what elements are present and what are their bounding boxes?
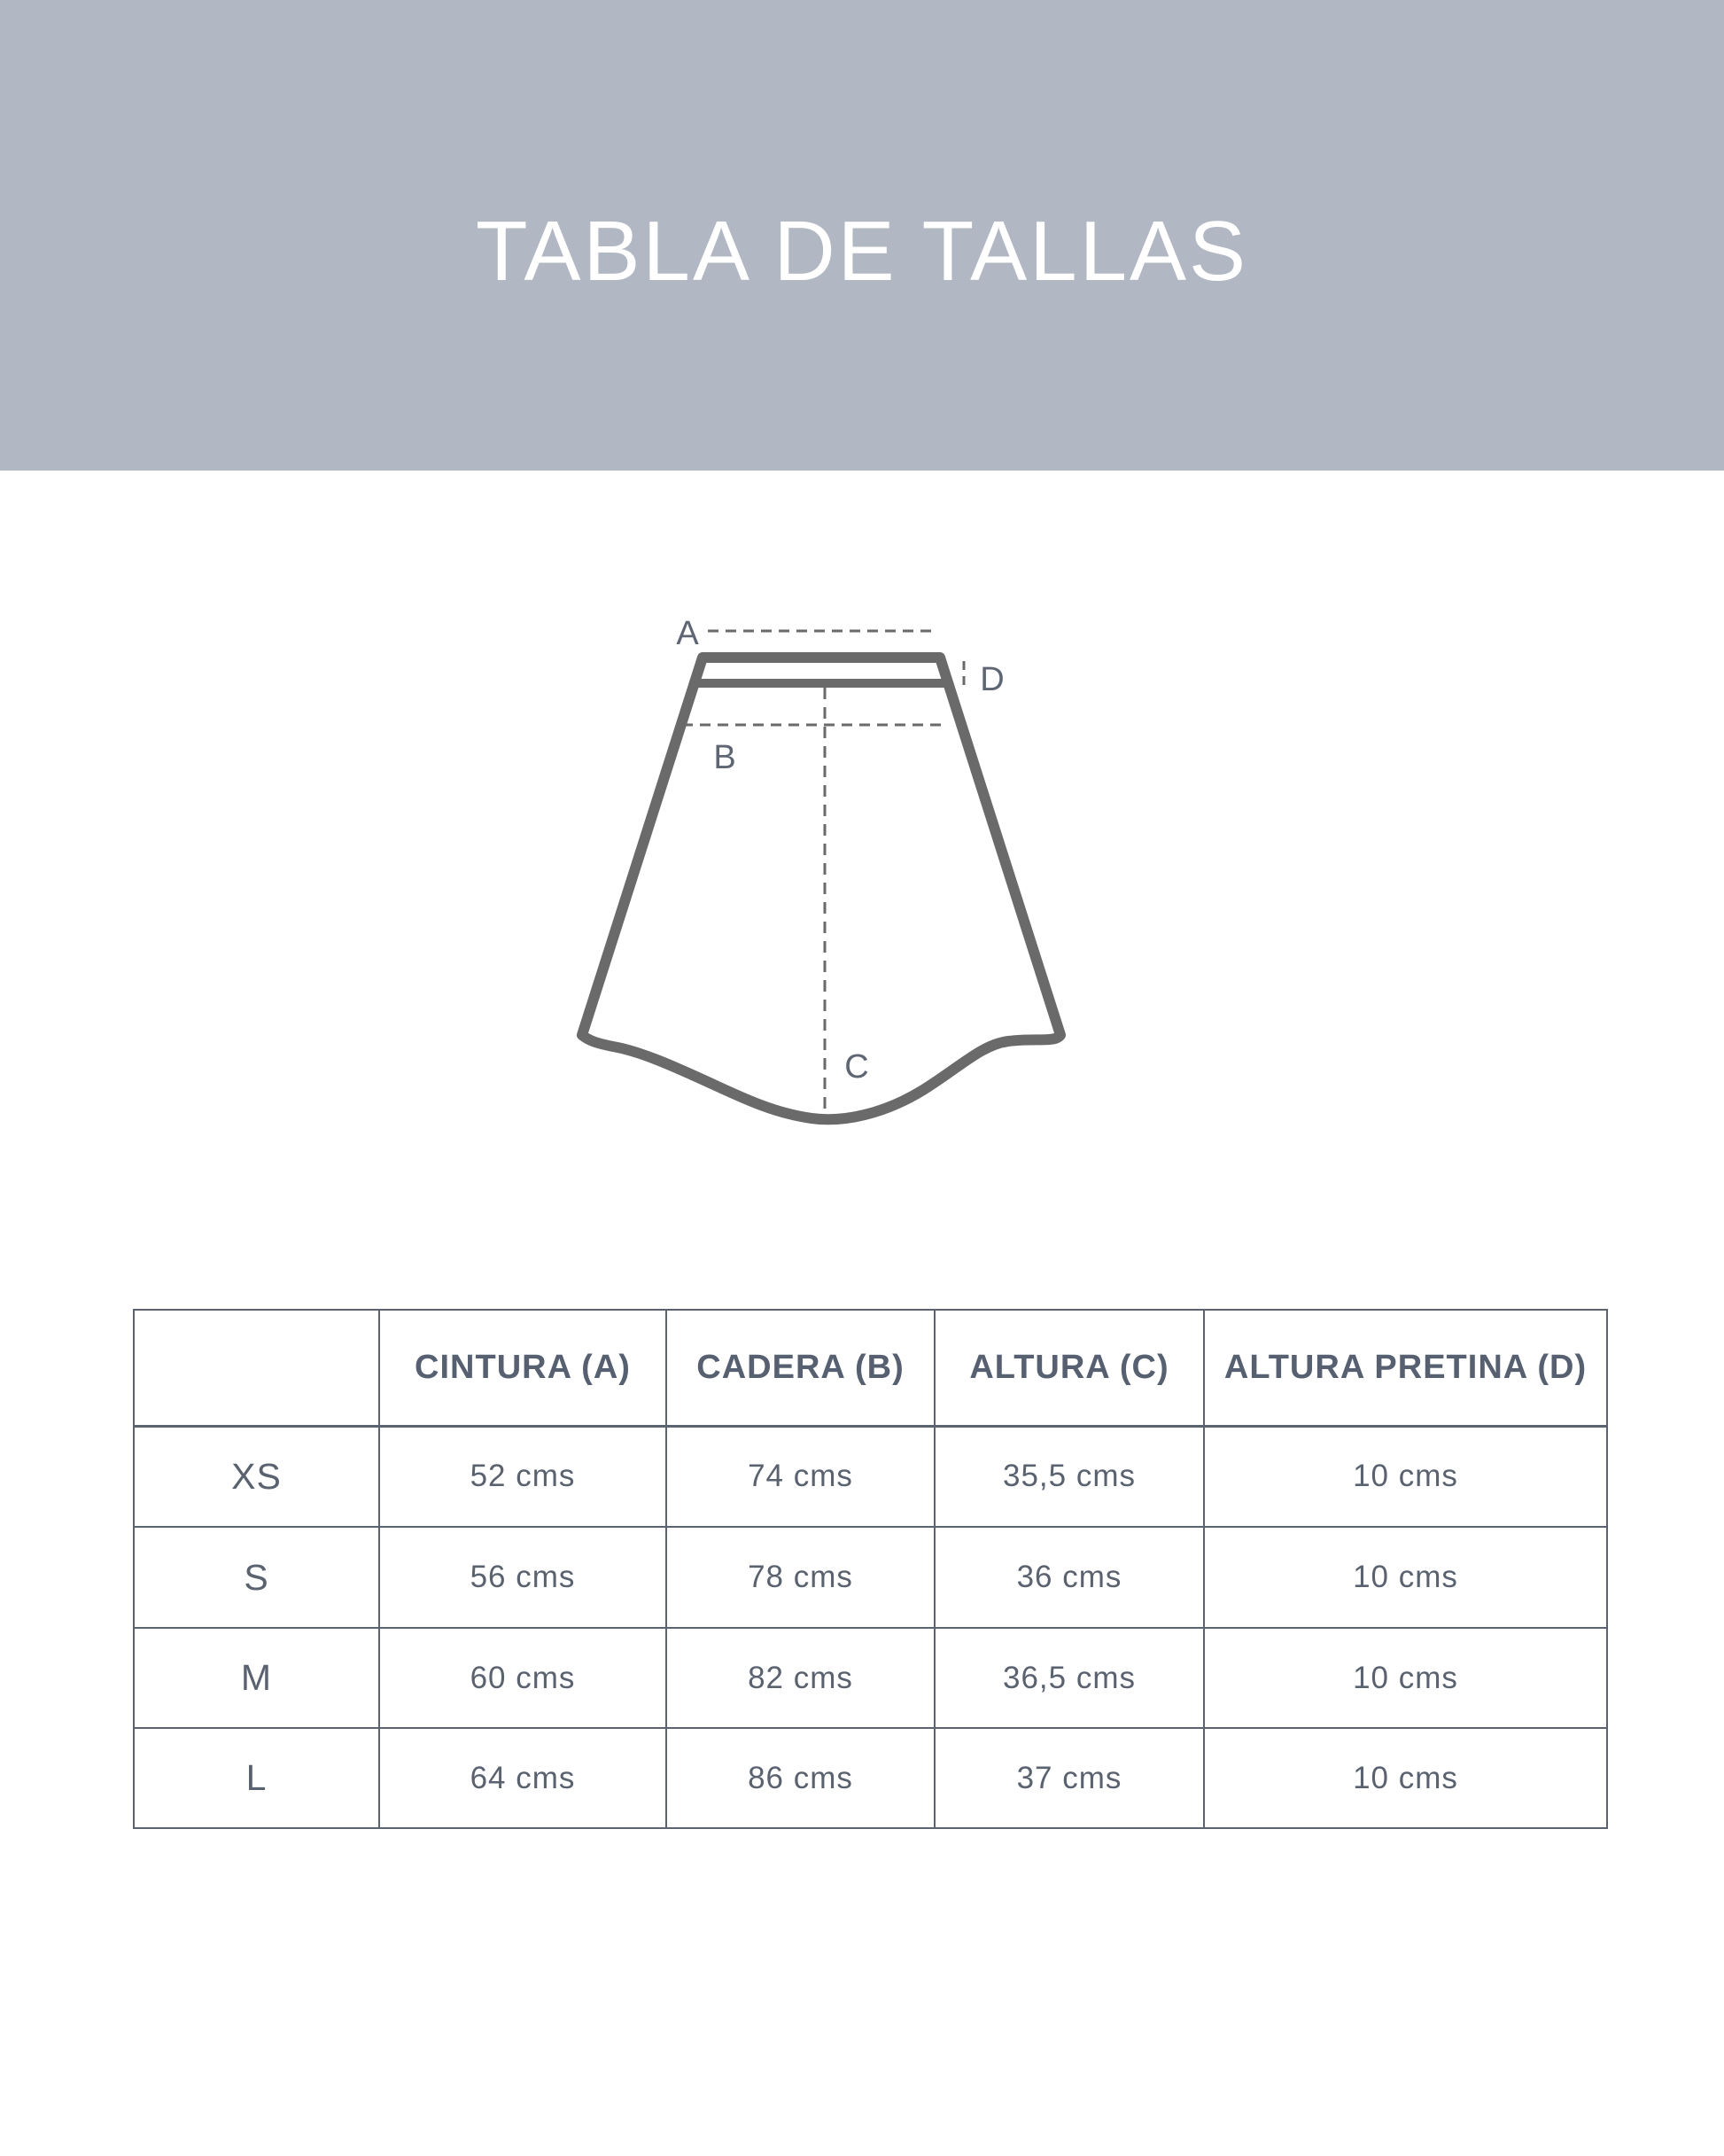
table-cell: 10 cms xyxy=(1204,1426,1607,1527)
skirt-outline xyxy=(582,658,1060,1119)
table-row-xs xyxy=(134,1426,1607,1527)
skirt-diagram-svg xyxy=(532,576,1152,1196)
table-cell: 10 cms xyxy=(1204,1728,1607,1828)
label-b-hip: B xyxy=(713,739,736,776)
table-cell: 64 cms xyxy=(379,1728,666,1828)
size-label: L xyxy=(134,1728,379,1828)
page-title: TABLA DE TALLAS xyxy=(475,203,1249,299)
header-altura-pretina: ALTURA PRETINA (D) xyxy=(1204,1310,1607,1426)
header-cintura: CINTURA (A) xyxy=(379,1310,666,1426)
table-row-m xyxy=(134,1628,1607,1728)
table-cell: 82 cms xyxy=(666,1628,935,1728)
header-empty xyxy=(134,1310,379,1426)
table-cell: 74 cms xyxy=(666,1426,935,1527)
skirt-diagram xyxy=(532,576,1152,1196)
table-cell: 36 cms xyxy=(935,1527,1204,1628)
table-cell: 52 cms xyxy=(379,1426,666,1527)
table-row-s xyxy=(134,1527,1607,1628)
table-cell: 10 cms xyxy=(1204,1527,1607,1628)
table-row-l xyxy=(134,1728,1607,1828)
table-cell: 37 cms xyxy=(935,1728,1204,1828)
size-table xyxy=(133,1309,1608,1829)
table-cell: 35,5 cms xyxy=(935,1426,1204,1527)
header-cadera: CADERA (B) xyxy=(666,1310,935,1426)
table-cell: 78 cms xyxy=(666,1527,935,1628)
size-label: XS xyxy=(134,1426,379,1527)
table-cell: 86 cms xyxy=(666,1728,935,1828)
table-header-row xyxy=(134,1310,1607,1426)
size-label: M xyxy=(134,1628,379,1728)
label-a-waist: A xyxy=(676,615,699,652)
table-cell: 10 cms xyxy=(1204,1628,1607,1728)
header-banner xyxy=(0,0,1724,471)
table-cell: 60 cms xyxy=(379,1628,666,1728)
size-label: S xyxy=(134,1527,379,1628)
label-c-length: C xyxy=(844,1048,869,1086)
header-altura: ALTURA (C) xyxy=(935,1310,1204,1426)
table-cell: 36,5 cms xyxy=(935,1628,1204,1728)
label-d-waistband: D xyxy=(980,661,1005,698)
table-cell: 56 cms xyxy=(379,1527,666,1628)
